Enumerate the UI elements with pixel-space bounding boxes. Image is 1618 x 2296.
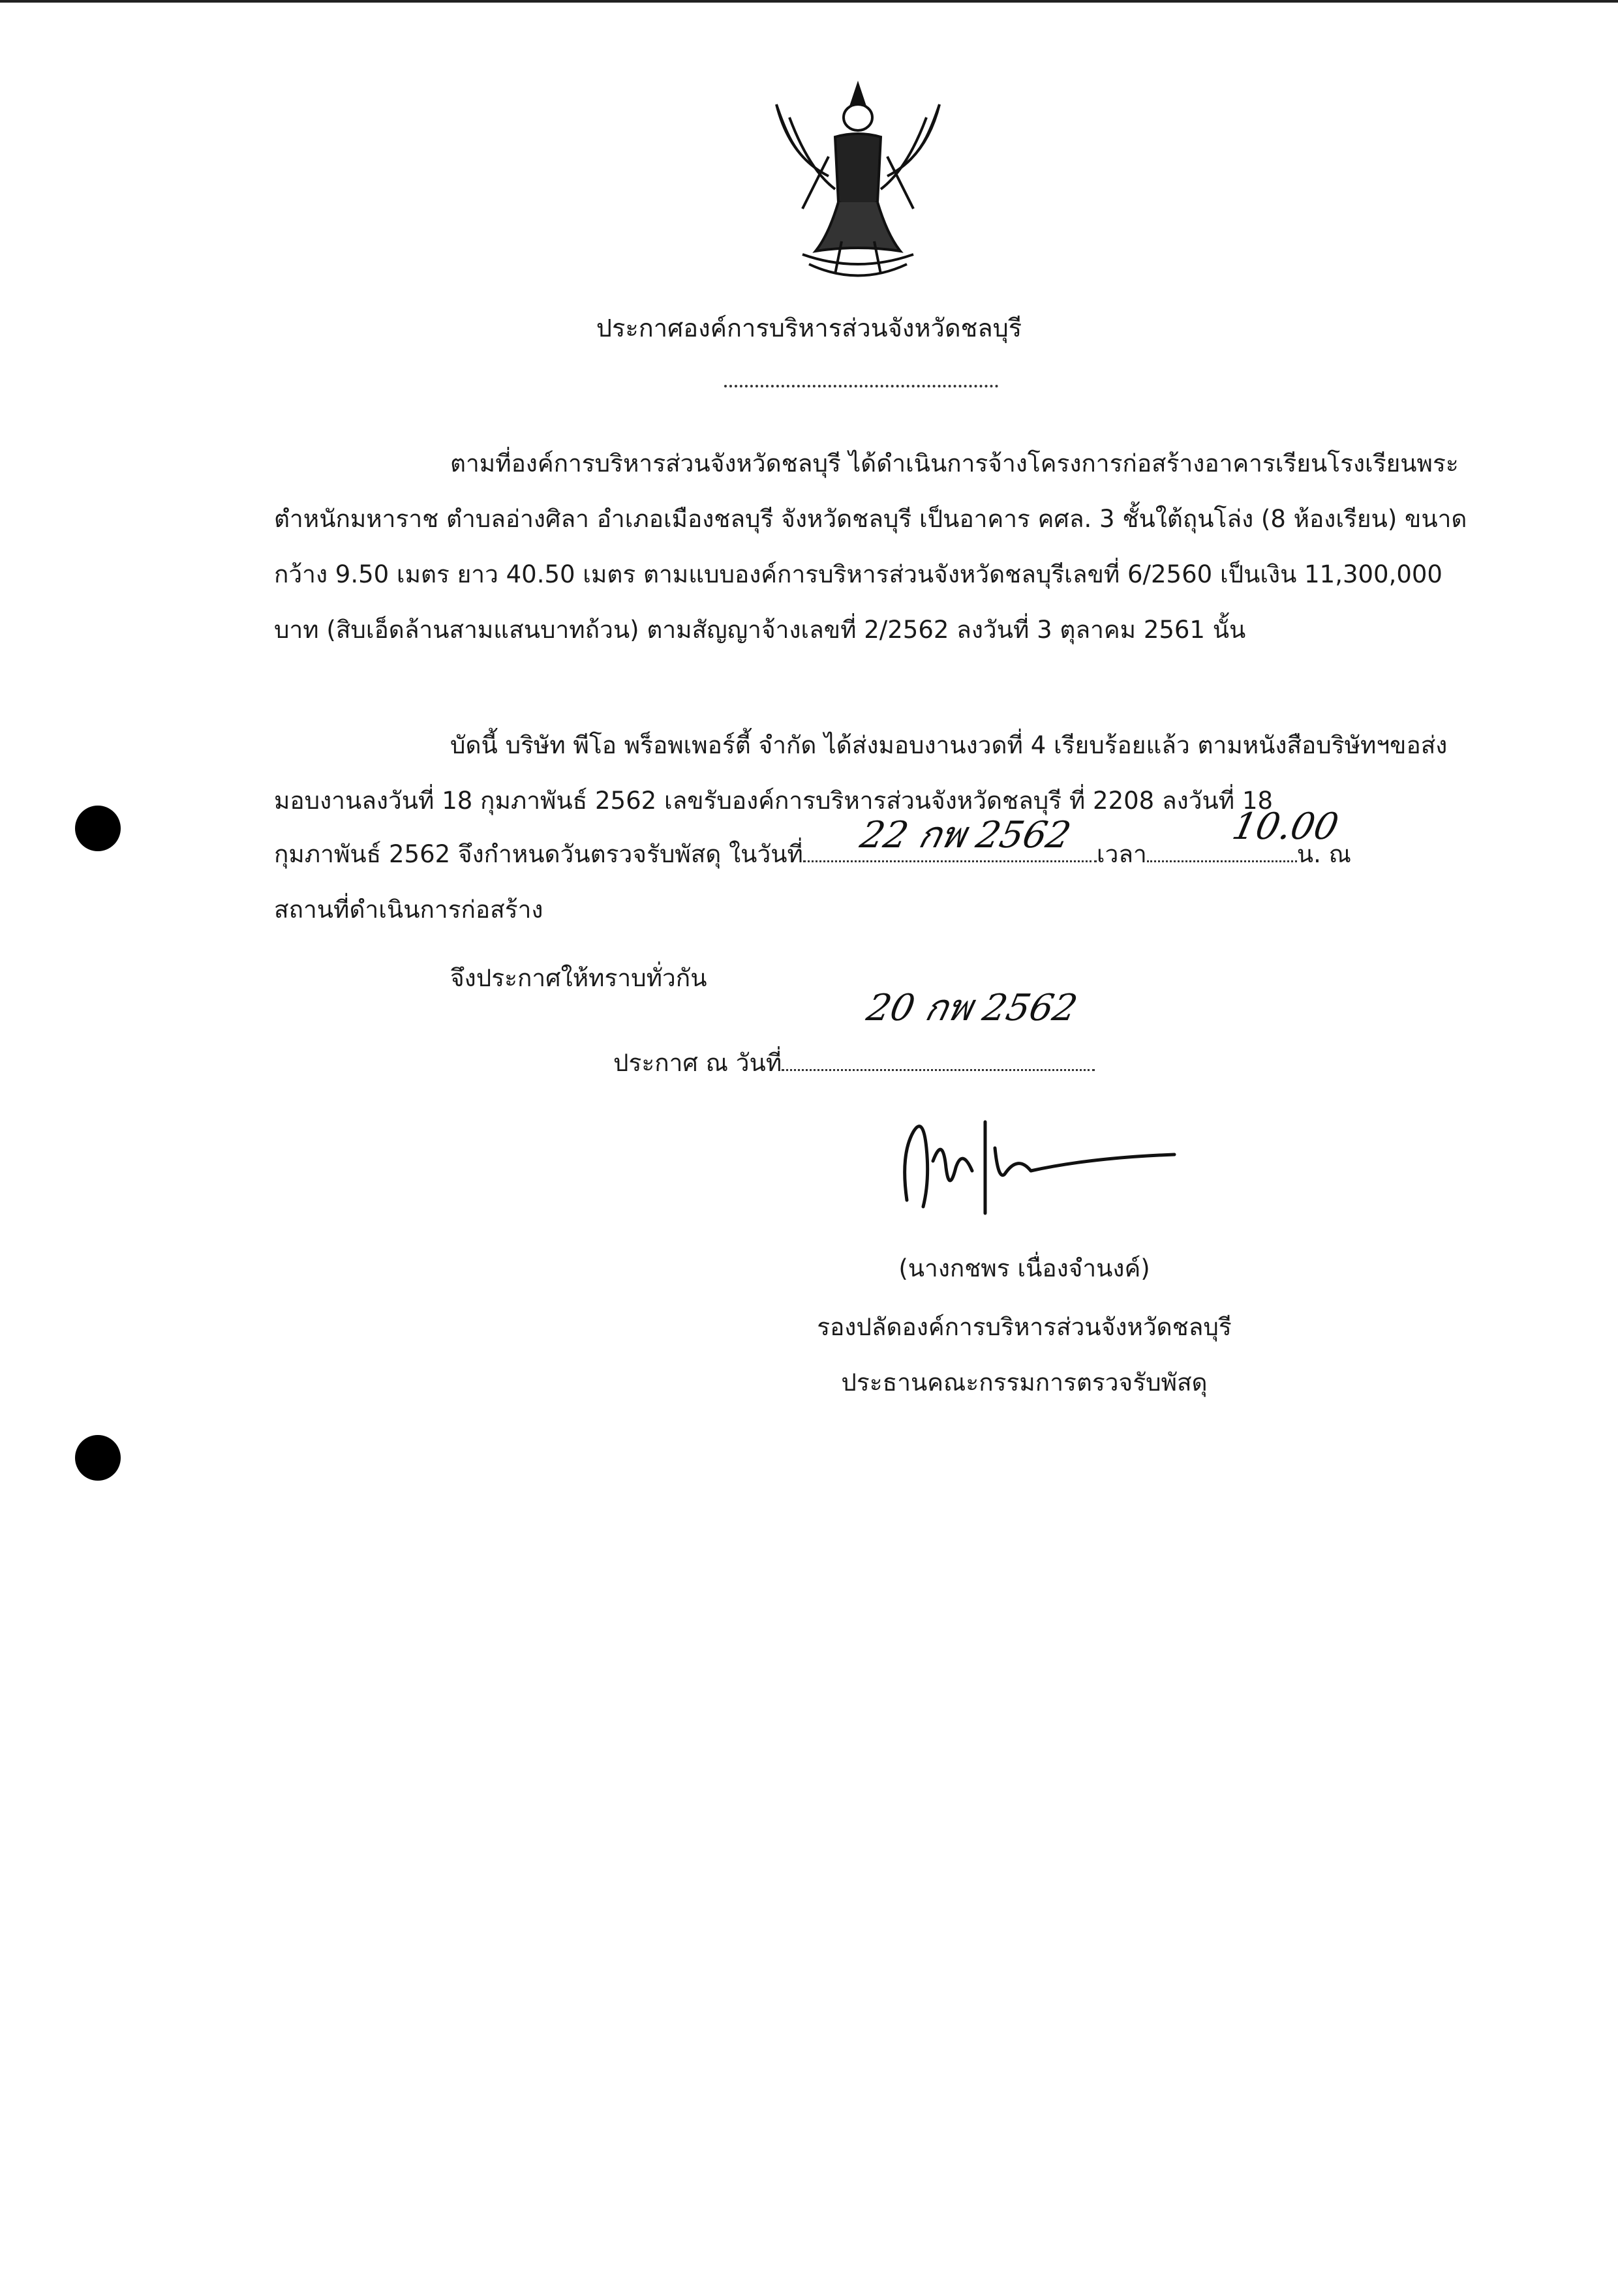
paragraph-contract-text: ตามที่องค์การบริหารส่วนจังหวัดชลบุรี ได้ดำเนินการจ้างโครงการก่อสร้างอาคารเรียนโรงเรียนพระตำหนักมหาราช ตำบลอ่างศิลา อำเภอเมืองชลบุรี จังหวัดชลบุรี เป็นอาคาร คศล. 3 ชั้นใต้ถุนโล่ง (8 ห้องเรียน) ขนาดกว้าง 9.50 เมตร ยาว 40.50 เมตร ตามแบบองค์การบริหารส่วนจังหวัดชลบุรีเลขที่ 6/2560 เป็นเงิน 11,300,000 บาท (สิบเอ็ดล้านสามแสนบาทถ้วน) ตามสัญญาจ้างเลขที่ 2/2562 ลงวันที่ 3 ตุลาคม 2561 นั้น	[274, 449, 1467, 644]
punch-hole	[75, 1435, 121, 1481]
paragraph-delivery-text: บัดนี้ บริษัท พีโอ พร็อพเพอร์ตี้ จำกัด ได้ส่งมอบงานงวดที่ 4 เรียบร้อยแล้ว ตามหนังสือบริษัทฯขอส่งมอบงานลงวันที่ 18 กุมภาพันธ์ 2562 เลขรับองค์การบริหารส่วนจังหวัดชลบุรี ที่ 2208 ลงวันที่ 18	[274, 731, 1448, 815]
handwritten-announce-date: 20 กพ 2562	[862, 987, 1081, 1029]
title-dotted-line	[724, 385, 998, 387]
announce-date-dots	[782, 1051, 1095, 1071]
document-title: ประกาศองค์การบริหารส่วนจังหวัดชลบุรี	[596, 314, 1022, 342]
signer-committee-role: ประธานคณะกรรมการตรวจรับพัสดุ	[841, 1368, 1208, 1397]
inspection-place-label: น. ณ	[1296, 840, 1351, 868]
handwritten-inspection-time: 10.00	[1229, 806, 1343, 848]
inspection-time-label: เวลา	[1096, 840, 1147, 868]
announce-date-label: ประกาศ ณ วันที่	[613, 1049, 782, 1077]
paragraph-contract	[274, 436, 1468, 657]
garuda-emblem-icon	[763, 78, 953, 294]
signature-mark	[894, 1109, 1181, 1226]
scan-border	[0, 0, 1618, 3]
announce-line: จึงประกาศให้ทราบทั่วกัน	[450, 964, 707, 992]
inspection-line	[274, 835, 1351, 873]
announce-date-line	[613, 1044, 1095, 1082]
inspection-date-label: กุมภาพันธ์ 2562 จึงกำหนดวันตรวจรับพัสดุ ในวันที่	[274, 840, 803, 868]
construction-site-line: สถานที่ดำเนินการก่อสร้าง	[274, 896, 543, 924]
punch-hole	[75, 806, 121, 851]
signer-position: รองปลัดองค์การบริหารส่วนจังหวัดชลบุรี	[817, 1313, 1232, 1341]
signer-name: (นางกชพร เนื่องจำนงค์)	[898, 1254, 1150, 1282]
handwritten-inspection-date: 22 กพ 2562	[856, 814, 1075, 856]
